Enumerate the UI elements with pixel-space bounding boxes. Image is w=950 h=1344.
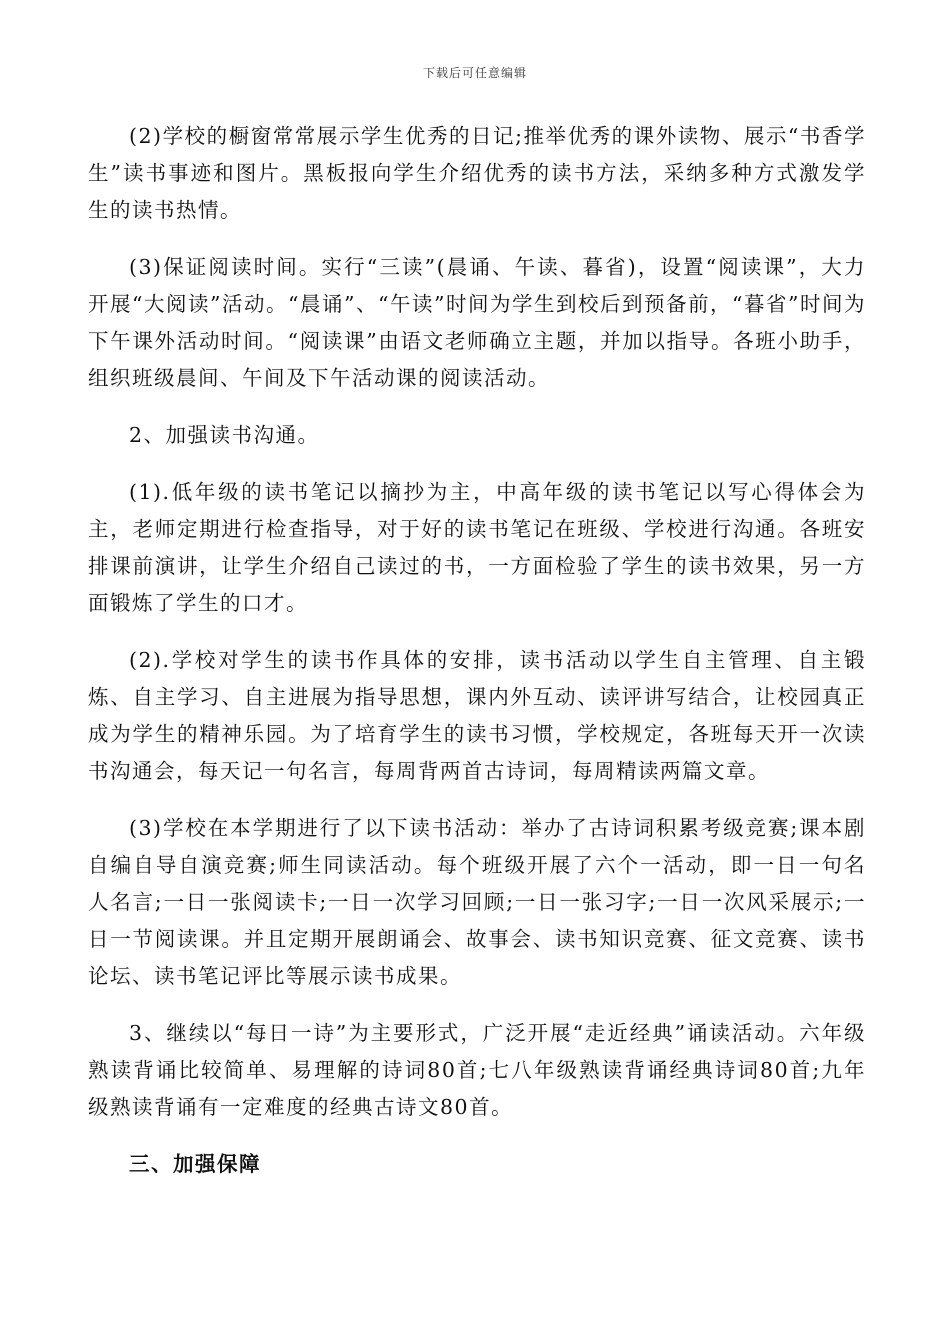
paragraph-reading-arrangement: (2).学校对学生的读书作具体的安排，读书活动以学生自主管理、自主锻炼、自主学习、自主进展为指导思想，课内外互动、读评讲写结合，让校园真正成为学生的精神乐园。为了培育学生的读书习惯，学校规定，各班每天开一次读书沟通会，每天记一句名言，每周背两首古诗词，每周精读两篇文章。: [88, 648, 866, 783]
paragraph-reading-time: (3)保证阅读时间。实行“三读”(晨诵、午读、暮省)，设置“阅读课”，大力开展“大阅读”活动。“晨诵”、“午读”时间为学生到校后到预备前，“暮省”时间为下午课外活动时间。“阅读课”由语文老师确立主题，并加以指导。各班小助手，组织班级晨间、午间及下午活动课的阅读活动。: [88, 255, 866, 390]
paragraph-reading-notes: (1).低年级的读书笔记以摘抄为主，中高年级的读书笔记以写心得体会为主，老师定期进行检查指导，对于好的读书笔记在班级、学校进行沟通。各班安排课前演讲，让学生介绍自己读过的书，一方面检验了学生的读书效果，另一方面锻炼了学生的口才。: [88, 480, 866, 615]
page-header: 下载后可任意编辑: [422, 66, 527, 80]
section-heading: 三、加强保障: [129, 1152, 261, 1176]
paragraph-window-display: (2)学校的橱窗常常展示学生优秀的日记;推举优秀的课外读物、展示“书香学生”读书事迹和图片。黑板报向学生介绍优秀的读书方法，采纳多种方式激发学生的读书热情。: [88, 124, 866, 222]
paragraph-reading-communication-title: 2、加强读书沟通。: [129, 423, 320, 447]
document-body: [88, 118, 866, 1183]
paragraph-reading-activities: (3)学校在本学期进行了以下读书活动：举办了古诗词积累考级竞赛;课本剧自编自导自演竞赛;师生同读活动。每个班级开展了六个一活动，即一日一句名人名言;一日一张阅读卡;一日一次学习回顾;一日一张习字;一日一次风采展示;一日一节阅读课。并且定期开展朗诵会、故事会、读书知识竞赛、征文竞赛、读书论坛、读书笔记评比等展示读书成果。: [88, 816, 866, 988]
paragraph-daily-poem: 3、继续以“每日一诗”为主要形式，广泛开展“走近经典”诵读活动。六年级熟读背诵比较简单、易理解的诗词80首;七八年级熟读背诵经典诗词80首;九年级熟读背诵有一定难度的经典古诗文80首。: [88, 1021, 866, 1119]
